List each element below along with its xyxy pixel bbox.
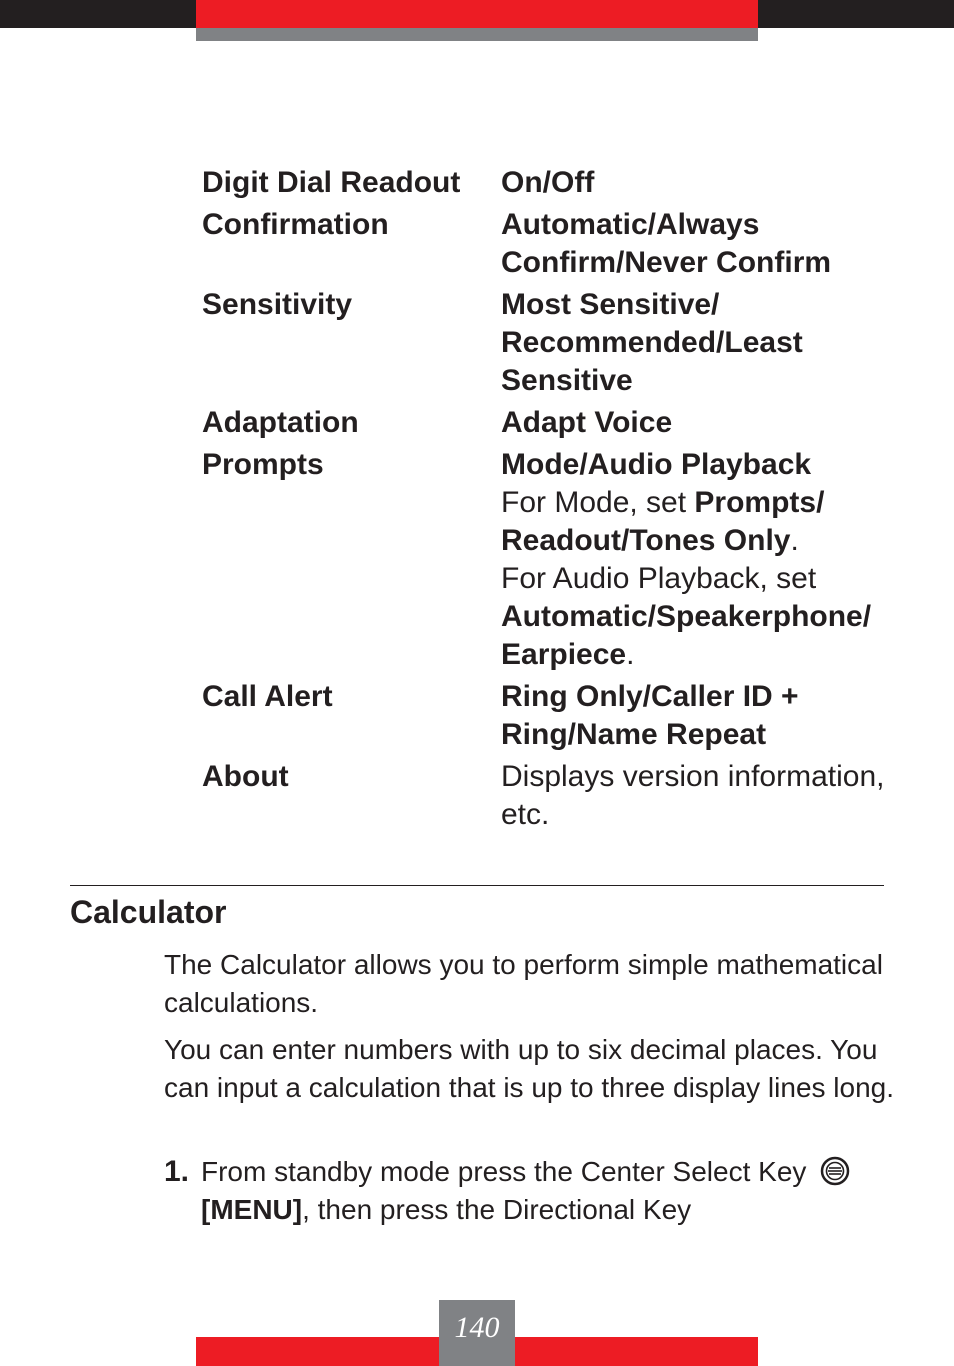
setting-value-segment: Displays version information, etc. xyxy=(501,760,885,831)
step-text-after: , then press the Directional Key xyxy=(302,1194,692,1225)
setting-value xyxy=(501,758,901,834)
settings-row xyxy=(202,404,902,442)
setting-value-segment: Ring Only/Caller ID + Ring/Name Repeat xyxy=(501,680,799,751)
section-divider xyxy=(70,885,884,886)
settings-row xyxy=(202,446,902,674)
setting-value xyxy=(501,446,901,674)
step-text-before: From standby mode press the Center Select Key xyxy=(201,1156,815,1187)
step-number: 1. xyxy=(164,1155,190,1188)
step-item xyxy=(164,1153,894,1229)
setting-value xyxy=(501,206,901,282)
setting-label: Sensitivity xyxy=(202,288,353,321)
setting-value xyxy=(501,678,901,754)
setting-label: Confirmation xyxy=(202,208,389,241)
setting-label: Call Alert xyxy=(202,680,333,713)
setting-label: About xyxy=(202,760,289,793)
setting-label: Adaptation xyxy=(202,406,359,439)
center-select-key-icon xyxy=(820,1156,850,1186)
step-text xyxy=(201,1153,894,1229)
setting-value-segment: . xyxy=(790,524,799,557)
setting-value-segment: For Audio Playback, set xyxy=(501,562,817,595)
header-red-tab xyxy=(196,0,758,28)
setting-value xyxy=(501,164,901,202)
settings-row xyxy=(202,678,902,754)
setting-label: Digit Dial Readout xyxy=(202,166,461,199)
menu-key-label: [MENU] xyxy=(201,1194,303,1225)
section-paragraph-2: You can enter numbers with up to six decimal places. You can input a calculation that is up to three display lines long. xyxy=(164,1034,895,1103)
setting-value-segment: Most Sensitive/ Recommended/Least Sensitive xyxy=(501,288,803,397)
header-gray-strip xyxy=(196,28,758,41)
setting-value-segment: Adapt Voice xyxy=(501,406,673,439)
settings-row xyxy=(202,286,902,400)
settings-row xyxy=(202,758,902,834)
settings-row xyxy=(202,164,902,202)
voice-dial-settings-table xyxy=(202,164,902,838)
setting-label: Prompts xyxy=(202,448,324,481)
setting-value-segment: For Mode, set xyxy=(501,486,695,519)
setting-value-segment: On/Off xyxy=(501,166,595,199)
setting-value-segment: Automatic/Speakerphone/ Earpiece xyxy=(501,600,872,671)
setting-value-segment: . xyxy=(626,638,635,671)
setting-value-segment: Automatic/Always Confirm/Never Confirm xyxy=(501,208,832,279)
page-number: 140 xyxy=(439,1300,515,1366)
setting-value-segment: Prompts/ Readout/Tones Only xyxy=(501,486,825,557)
section-paragraph-1: The Calculator allows you to perform simple mathematical calculations. xyxy=(164,949,883,1018)
setting-value xyxy=(501,286,901,400)
setting-value-segment: Mode/Audio Playback xyxy=(501,448,812,481)
setting-value xyxy=(501,404,901,442)
section-title: Calculator xyxy=(70,894,227,930)
settings-row xyxy=(202,206,902,282)
